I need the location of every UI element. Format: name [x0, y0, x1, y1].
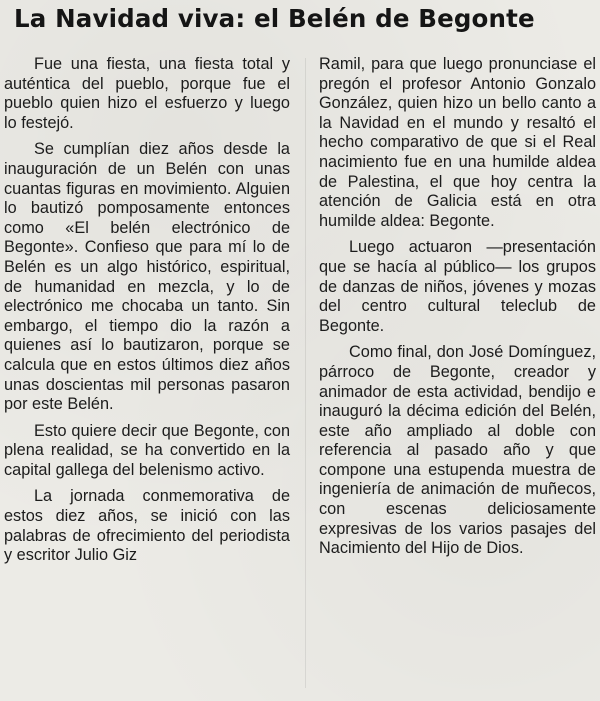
article-headline: La Navidad viva: el Belén de Begonte	[14, 4, 535, 33]
article-paragraph: Luego actuaron —presentación que se hacía al público— los grupos de danzas de niños, jóvenes y mozas del centro cultural teleclub de Begonte.	[319, 238, 596, 335]
article-paragraph: Se cumplían diez años desde la inauguración de un Belén con unas cuantas figuras en movimiento. Alguien lo bautizó pomposamente entonces como «El belén electrónico de Begonte». Confieso que para mí lo de Belén es un algo histórico, espiritual, de humanidad en mezcla, y lo de electrónico me chocaba un tanto. Sin embargo, el tiempo dio la razón a quienes así lo bautizaron, porque se calcula que en estos últimos diez años unas doscientas mil personas pasaron por este Belén.	[4, 140, 290, 414]
article-column-right	[319, 55, 596, 566]
article-paragraph: Fue una fiesta, una fiesta total y auténtica del pueblo, porque fue el pueblo quien hizo el esfuerzo y luego lo festejó.	[4, 55, 290, 132]
column-divider	[305, 58, 306, 688]
article-paragraph: Ramil, para que luego pronunciase el pregón el profesor Antonio Gonzalo González, quien hizo un bello canto a la Navidad en el mundo y resaltó el hecho comparativo de que si el Real nacimiento fue en una humilde aldea de Palestina, el que hoy centra la atención de Galicia está en otra humilde aldea: Begonte.	[319, 55, 596, 230]
article-paragraph: Como final, don José Domínguez, párroco de Begonte, creador y animador de esta actividad, bendijo e inauguró la décima edición del Belén, este año ampliado al doble con referencia al pasado año y que compone una estupenda muestra de ingeniería de animación de muñecos, con escenas deliciosamente expresivas de los varios pasajes del Nacimiento del Hijo de Dios.	[319, 343, 596, 558]
article-paragraph: Esto quiere decir que Begonte, con plena realidad, se ha convertido en la capital gallega del belenismo activo.	[4, 421, 290, 479]
article-column-left	[4, 55, 290, 573]
article-paragraph: La jornada conmemorativa de estos diez años, se inició con las palabras de ofrecimiento del periodista y escritor Julio Giz	[4, 487, 290, 565]
